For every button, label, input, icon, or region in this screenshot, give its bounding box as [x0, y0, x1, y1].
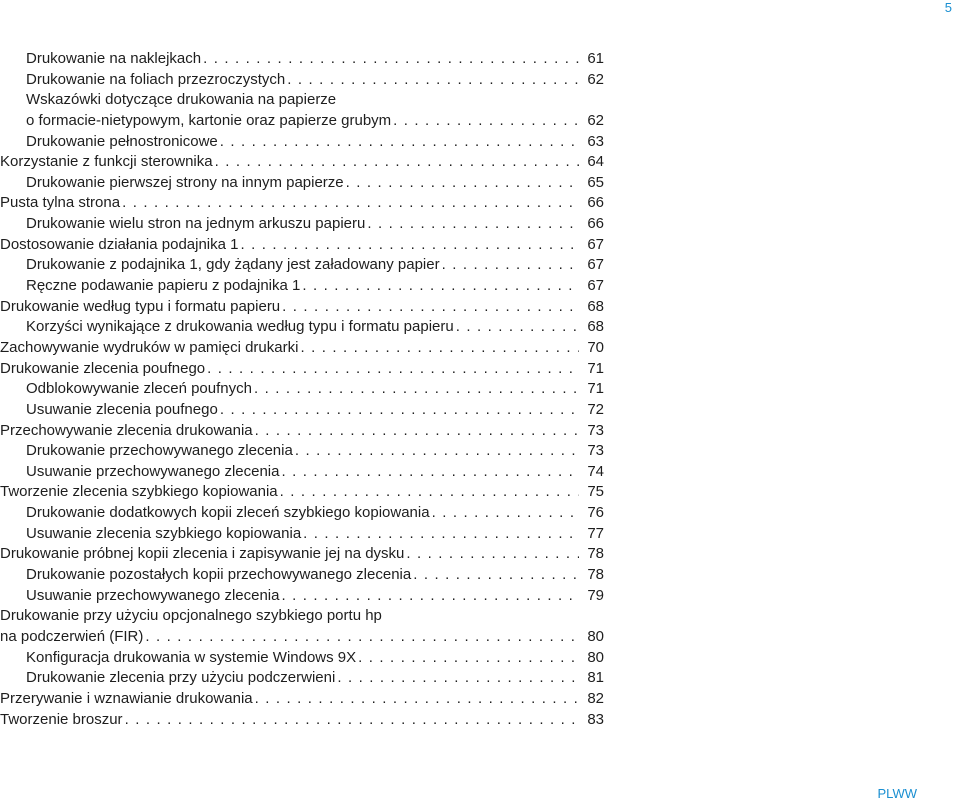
toc-entry-title: Drukowanie próbnej kopii zlecenia i zapisywanie jej na dysku	[0, 545, 405, 563]
toc-entry-page: 70	[587, 338, 604, 356]
toc-leader-dots	[456, 317, 579, 338]
toc-entry-title: Pusta tylna strona	[0, 194, 121, 212]
toc-entry-title: Drukowanie przechowywanego zlecenia	[26, 442, 293, 460]
toc-entry-title: Drukowanie przy użyciu opcjonalnego szybkiego portu hp	[0, 607, 382, 625]
toc-entry-page: 71	[587, 359, 604, 377]
toc-leader-dots	[281, 586, 579, 607]
toc-entry[interactable]	[0, 421, 604, 442]
toc-entry[interactable]	[0, 193, 604, 214]
toc-entry-title: Drukowanie zlecenia poufnego	[0, 359, 206, 377]
toc-row	[0, 441, 604, 462]
toc-entry[interactable]	[0, 606, 604, 627]
toc-entry-page: 63	[587, 132, 604, 150]
toc-entry[interactable]	[26, 648, 604, 669]
toc-entry-page: 61	[587, 50, 604, 67]
toc-entry-page: 82	[587, 689, 604, 707]
toc-row	[0, 627, 604, 648]
toc-leader-dots	[220, 400, 579, 421]
toc-entry-title: na podczerwień (FIR)	[0, 627, 144, 645]
toc-entry[interactable]	[26, 586, 604, 607]
toc-row	[0, 338, 604, 359]
toc-entry[interactable]	[26, 214, 604, 235]
toc-entry-title: Usuwanie przechowywanego zlecenia	[26, 462, 280, 480]
toc-entry[interactable]	[0, 482, 604, 503]
toc-entry-title: Ręczne podawanie papieru z podajnika 1	[26, 277, 301, 295]
toc-entry-page: 81	[587, 669, 604, 687]
toc-entry-page: 75	[587, 483, 604, 501]
toc-leader-dots	[367, 214, 579, 235]
toc-leader-dots	[358, 648, 579, 669]
page-number: 5	[944, 0, 952, 15]
toc-entry[interactable]	[26, 400, 604, 421]
toc-entry[interactable]	[26, 379, 604, 400]
toc-entry-title: o formacie-nietypowym, kartonie oraz papierze grubym	[26, 111, 392, 129]
toc-entry[interactable]	[26, 524, 604, 545]
toc-entry-title: Drukowanie pełnostronicowe	[26, 132, 218, 150]
table-of-contents	[0, 49, 604, 730]
toc-entry[interactable]	[26, 462, 604, 483]
toc-row	[0, 111, 604, 132]
toc-row	[0, 49, 604, 70]
toc-leader-dots	[145, 627, 579, 648]
toc-leader-dots	[220, 132, 579, 153]
toc-entry-title: Tworzenie broszur	[0, 710, 123, 728]
toc-entry-title: Drukowanie pozostałych kopii przechowywanego zlecenia	[26, 566, 412, 584]
toc-row	[0, 193, 604, 214]
toc-entry-title: Zachowywanie wydruków w pamięci drukarki	[0, 338, 299, 356]
toc-entry-page: 78	[587, 545, 604, 563]
toc-row	[0, 544, 604, 565]
toc-leader-dots	[413, 565, 579, 586]
toc-entry-page: 68	[587, 318, 604, 336]
toc-row	[0, 648, 604, 669]
toc-entry-page: 73	[587, 442, 604, 460]
toc-row	[0, 421, 604, 442]
footer-brand: PLWW	[877, 786, 917, 801]
toc-leader-dots	[406, 544, 579, 565]
toc-entry-title: Dostosowanie działania podajnika 1	[0, 235, 239, 253]
toc-leader-dots	[255, 421, 579, 442]
toc-entry-page: 65	[587, 173, 604, 191]
toc-entry-title: Drukowanie według typu i formatu papieru	[0, 297, 281, 315]
toc-row	[0, 70, 604, 91]
toc-entry-page: 62	[587, 70, 604, 88]
toc-row	[0, 132, 604, 153]
toc-row	[0, 235, 604, 256]
toc-entry[interactable]	[0, 359, 604, 380]
toc-entry-page: 67	[587, 277, 604, 295]
toc-row	[0, 689, 604, 710]
toc-row	[0, 524, 604, 545]
toc-entry-page: 72	[587, 400, 604, 418]
toc-leader-dots	[337, 668, 579, 689]
toc-entry-page: 67	[587, 235, 604, 253]
toc-entry-page: 74	[587, 462, 604, 480]
toc-entry-page: 71	[587, 380, 604, 398]
toc-row	[0, 276, 604, 297]
toc-row	[0, 503, 604, 524]
toc-entry-title: Drukowanie zlecenia przy użyciu podczerwieni	[26, 669, 336, 687]
toc-row	[0, 90, 604, 111]
toc-row	[0, 462, 604, 483]
toc-entry-page: 64	[587, 153, 604, 171]
toc-leader-dots	[287, 70, 579, 91]
toc-row	[0, 710, 604, 731]
toc-entry-title: Przechowywanie zlecenia drukowania	[0, 421, 253, 439]
toc-row	[0, 317, 604, 338]
toc-row	[0, 214, 604, 235]
toc-entry[interactable]	[0, 710, 604, 731]
toc-row	[0, 668, 604, 689]
toc-entry[interactable]	[26, 49, 604, 70]
toc-entry[interactable]	[26, 276, 604, 297]
toc-entry[interactable]	[0, 297, 604, 318]
toc-entry-title: Drukowanie na foliach przezroczystych	[26, 70, 286, 88]
toc-entry[interactable]	[26, 111, 604, 132]
toc-entry[interactable]	[0, 152, 604, 173]
toc-leader-dots	[241, 235, 580, 256]
toc-leader-dots	[207, 359, 579, 380]
toc-entry[interactable]	[0, 338, 604, 359]
toc-entry-page: 68	[587, 297, 604, 315]
toc-entry-title: Usuwanie przechowywanego zlecenia	[26, 586, 280, 604]
toc-entry-title: Odblokowywanie zleceń poufnych	[26, 380, 252, 398]
toc-entry[interactable]	[26, 668, 604, 689]
toc-entry-title: Przerywanie i wznawianie drukowania	[0, 689, 253, 707]
toc-leader-dots	[254, 379, 579, 400]
toc-entry-page: 80	[587, 627, 604, 645]
toc-leader-dots	[203, 49, 579, 70]
toc-entry-title: Tworzenie zlecenia szybkiego kopiowania	[0, 483, 278, 501]
toc-entry[interactable]	[26, 255, 604, 276]
toc-leader-dots	[432, 503, 579, 524]
toc-row	[0, 297, 604, 318]
toc-entry-title: Konfiguracja drukowania w systemie Windows 9X	[26, 648, 357, 666]
toc-entry-title: Korzystanie z funkcji sterownika	[0, 153, 213, 171]
toc-row	[0, 152, 604, 173]
toc-entry-page: 62	[587, 111, 604, 129]
toc-row	[0, 586, 604, 607]
toc-entry-title: Drukowanie z podajnika 1, gdy żądany jest załadowany papier	[26, 256, 440, 274]
toc-entry[interactable]	[0, 235, 604, 256]
toc-entry[interactable]	[26, 132, 604, 153]
toc-row	[0, 379, 604, 400]
toc-row	[0, 359, 604, 380]
toc-entry[interactable]	[26, 173, 604, 194]
toc-entry-title: Wskazówki dotyczące drukowania na papierze	[26, 91, 337, 109]
toc-leader-dots	[300, 338, 579, 359]
toc-entry-page: 73	[587, 421, 604, 439]
toc-entry[interactable]	[0, 689, 604, 710]
toc-leader-dots	[282, 297, 579, 318]
toc-entry-title: Korzyści wynikające z drukowania według typu i formatu papieru	[26, 318, 454, 336]
toc-leader-dots	[281, 462, 579, 483]
toc-leader-dots	[280, 482, 579, 503]
toc-entry[interactable]	[26, 565, 604, 586]
toc-leader-dots	[303, 524, 579, 545]
toc-row	[0, 400, 604, 421]
toc-leader-dots	[442, 255, 579, 276]
toc-entry-title: Drukowanie wielu stron na jednym arkuszu papieru	[26, 215, 366, 233]
toc-leader-dots	[255, 689, 579, 710]
toc-entry-page: 80	[587, 648, 604, 666]
toc-entry[interactable]	[26, 90, 604, 111]
toc-leader-dots	[215, 152, 579, 173]
toc-entry[interactable]	[26, 317, 604, 338]
toc-entry-page: 77	[587, 524, 604, 542]
toc-entry[interactable]	[0, 544, 604, 565]
toc-entry-title: Drukowanie dodatkowych kopii zleceń szybkiego kopiowania	[26, 504, 430, 522]
toc-row	[0, 255, 604, 276]
toc-leader-dots	[393, 111, 579, 132]
toc-entry[interactable]	[26, 441, 604, 462]
toc-entry[interactable]	[26, 503, 604, 524]
toc-entry-page: 67	[587, 256, 604, 274]
toc-entry-page: 83	[587, 710, 604, 728]
toc-row	[0, 565, 604, 586]
toc-row	[0, 482, 604, 503]
toc-entry-title: Drukowanie na naklejkach	[26, 50, 202, 67]
toc-entry-page: 76	[587, 504, 604, 522]
toc-entry-page: 78	[587, 566, 604, 584]
toc-leader-dots	[302, 276, 579, 297]
toc-entry-title: Usuwanie zlecenia szybkiego kopiowania	[26, 524, 302, 542]
toc-leader-dots	[122, 193, 579, 214]
toc-entry-page: 66	[587, 215, 604, 233]
toc-leader-dots	[125, 710, 579, 731]
toc-leader-dots	[295, 441, 579, 462]
toc-row	[0, 173, 604, 194]
toc-entry-title: Drukowanie pierwszej strony na innym papierze	[26, 173, 344, 191]
toc-entry-title: Usuwanie zlecenia poufnego	[26, 400, 218, 418]
toc-entry-page: 66	[587, 194, 604, 212]
toc-entry-page: 79	[587, 586, 604, 604]
toc-leader-dots	[346, 173, 579, 194]
toc-entry[interactable]	[26, 70, 604, 91]
toc-entry[interactable]	[0, 627, 604, 648]
toc-row	[0, 606, 604, 627]
